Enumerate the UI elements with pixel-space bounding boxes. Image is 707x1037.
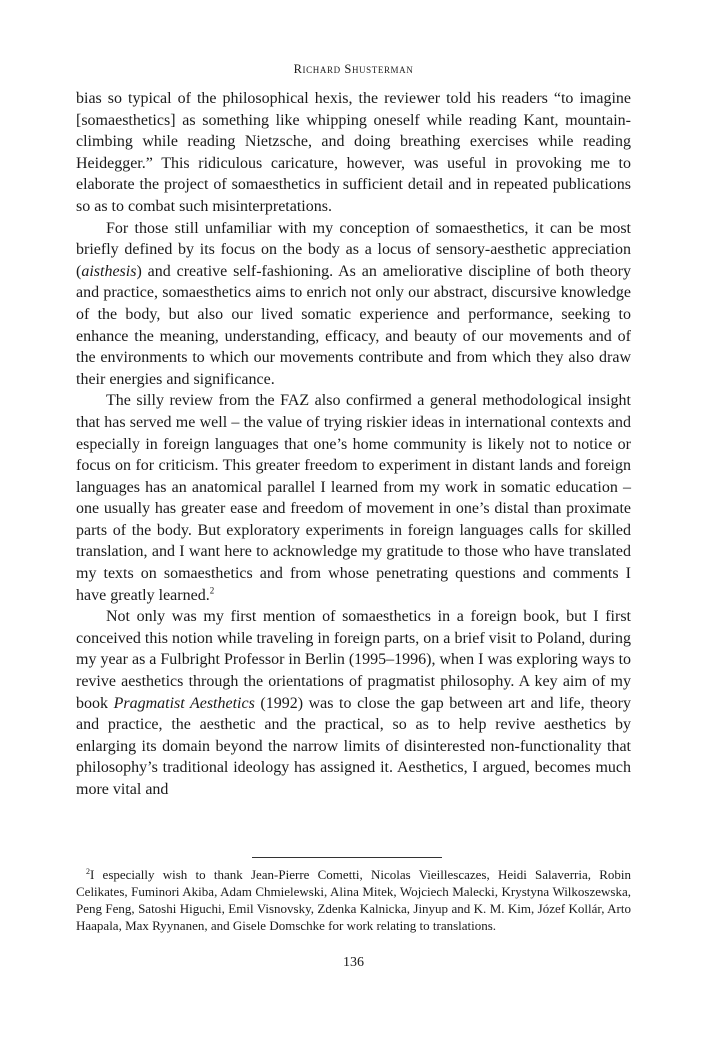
- paragraph-1: bias so typical of the philosophical hexis, the reviewer told his readers “to imagine [somaesthetics] as something like whipping oneself while reading Kant, mountain-climbing while reading Nietzsche, and doing breathing exercises while reading Heidegger.” This ridiculous caricature, however, was useful in provoking me to elaborate the project of somaesthetics in sufficient detail and in repeated publications so as to combat such misinterpretations.: [76, 90, 631, 215]
- footnote-divider: [252, 857, 442, 858]
- paragraph-4-part-a: Not only was my first mention of somaesthetics in a foreign book, but I first conceived this notion while traveling in foreign parts, on a brief visit to Poland, during my year as a Fulbright Professor in Berlin (1995–1996), when I was exploring ways to revive aesthetics through the orientations of pragmatist philosophy. A key aim of my book: [76, 608, 632, 712]
- running-head: Richard Shusterman: [293, 62, 414, 76]
- page-number: 136: [343, 955, 364, 970]
- paragraph-2-part-b: ) and creative self-fashioning. As an ameliorative discipline of both theory and practice, somaesthetics aims to enrich not only our abstract, discursive knowledge of the body, but also our lived somatic experience and performance, seeking to enhance the meaning, understanding, efficacy, and beauty of our movements and of the environments to which our movements contribute and from which they also draw their energies and significance.: [76, 262, 631, 388]
- paragraph-2: [76, 218, 631, 391]
- footnote-reference: 2: [209, 585, 215, 596]
- body-text: [76, 88, 631, 801]
- paragraph-4-part-b: (1992) was to close the gap between art and life, theory and practice, the aesthetic and the practical, so as to help revive aesthetics by enlarging its domain beyond the narrow limits of disinterested non-functionality that philosophy’s traditional ideology has assigned it. Aesthetics, I argued, becomes much more vital and: [76, 694, 631, 798]
- footnote-text: I especially wish to thank Jean-Pierre Cometti, Nicolas Vieillescazes, Heidi Salaverria, Robin Celikates, Fuminori Akiba, Adam Chmielewski, Alina Mitek, Wojciech Malecki, Krystyna Wilkoszewska, Peng Feng, Satoshi Higuchi, Emil Visnovsky, Zdenka Kalnicka, Jinyup and K. M. Kim, Józef Kollár, Arto Haapala, Max Ryynanen, and Gisele Domschke for work relating to translations.: [76, 867, 631, 933]
- paragraph-2-part-a: For those still unfamiliar with my conception of somaesthetics, it can be most briefly defined by its focus on the body as a locus of sensory-aesthetic appreciation (: [76, 219, 631, 280]
- footnote-mark: 2: [86, 866, 90, 876]
- footnote: [76, 866, 631, 934]
- paragraph-4-book-title: Pragmatist Aesthetics: [113, 694, 255, 712]
- paragraph-3: [76, 390, 631, 606]
- paragraph-4: [76, 606, 631, 800]
- paragraph-2-italic-term: aisthesis: [81, 262, 137, 280]
- paragraph-3-text: The silly review from the FAZ also confirmed a general methodological insight that has served me well – the value of trying riskier ideas in international contexts and especially in foreign languages that one’s home community is likely not to notice or focus on for criticism. This greater freedom to experiment in distant lands and foreign languages has an anatomical parallel I learned from my work in somatic education – one usually has greater ease and freedom of movement in one’s distal than proximate parts of the body. But exploratory experiments in foreign languages calls for skilled translation, and I want here to acknowledge my gratitude to those who have translated my texts on somaesthetics and from whose penetrating questions and comments I have greatly learned.: [76, 392, 631, 604]
